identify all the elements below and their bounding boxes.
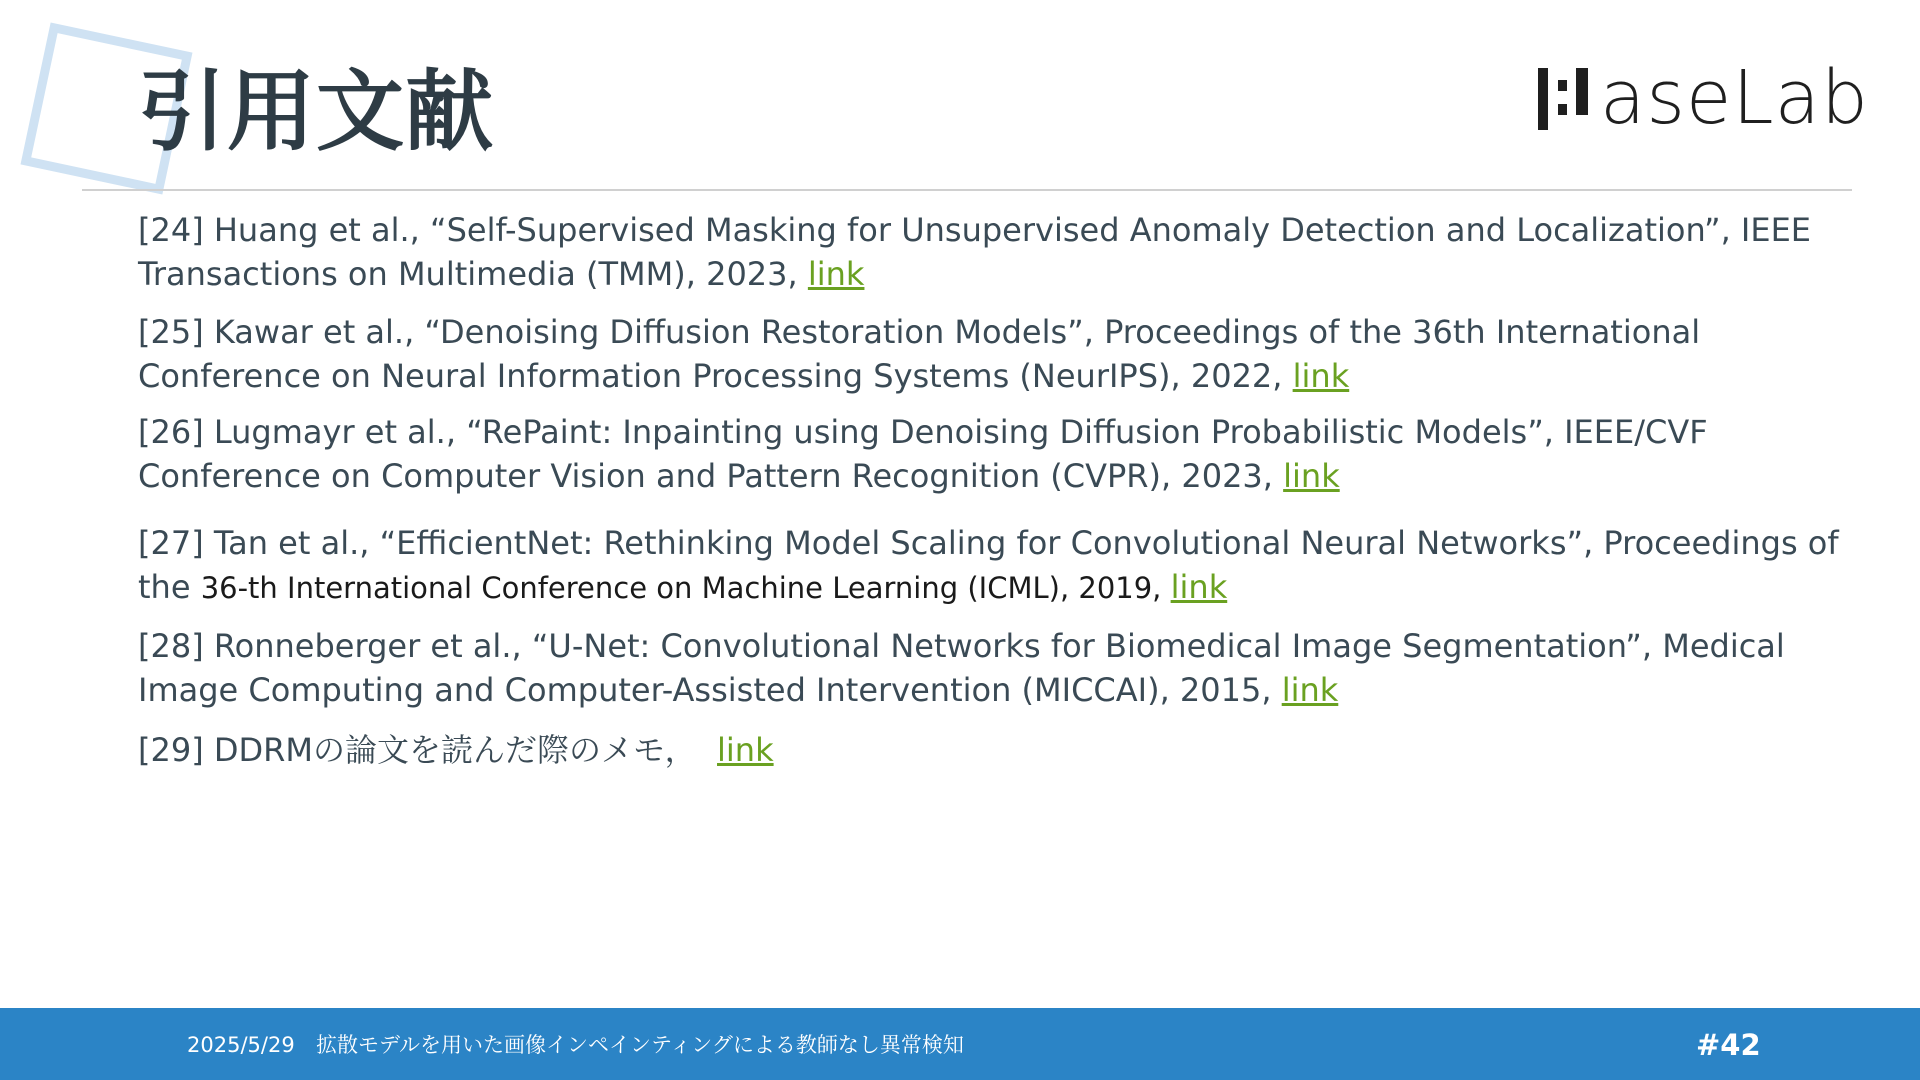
reference-link-26[interactable]: link — [1283, 457, 1340, 495]
footer-bar — [0, 1008, 1920, 1080]
reference-text: [28] Ronneberger et al., “U-Net: Convolutional Networks for Biomedical Image Segmentation”, Medical Image Computing and Computer-Assisted Intervention (MICCAI), 2015, — [138, 627, 1785, 709]
logo-mark-icon — [1536, 68, 1594, 130]
reference-text-tail: 36-th International Conference on Machine Learning (ICML), 2019, — [200, 571, 1171, 605]
slide-title: 引用文献 — [138, 60, 495, 163]
reference-text: [25] Kawar et al., “Denoising Diffusion Restoration Models”, Proceedings of the 36th International Conference on Neural Information Processing Systems (NeurIPS), 2022, — [138, 313, 1701, 395]
reference-text: [27] Tan et al., “EfficientNet: Rethinking Model Scaling for Convolutional Neural Networks”, Proceedings of the — [138, 524, 1839, 606]
reference-link-25[interactable]: link — [1292, 357, 1350, 395]
reference-text: [29] DDRMの論文を読んだ際のメモ， — [138, 731, 697, 769]
reference-link-29[interactable]: link — [717, 731, 774, 769]
footer-date: 2025/5/29 — [187, 1033, 295, 1057]
lab-logo — [1536, 55, 1869, 141]
logo-text: aseLab — [1600, 55, 1869, 141]
reference-link-27[interactable]: link — [1170, 568, 1228, 606]
reference-item-29 — [138, 728, 774, 772]
reference-item-26 — [138, 410, 1858, 498]
reference-item-25 — [138, 310, 1858, 398]
title-divider — [82, 189, 1852, 191]
reference-item-24 — [138, 208, 1858, 296]
page-number: #42 — [1696, 1028, 1761, 1062]
reference-text: [24] Huang et al., “Self-Supervised Masking for Unsupervised Anomaly Detection and Localization”, IEEE Transactions on Multimedia (TMM), 2023, — [138, 211, 1812, 293]
reference-link-28[interactable]: link — [1281, 671, 1339, 709]
reference-text: [26] Lugmayr et al., “RePaint: Inpainting using Denoising Diffusion Probabilistic Models”, IEEE/CVF Conference on Computer Vision and Pattern Recognition (CVPR), 2023, — [138, 413, 1708, 495]
reference-item-28 — [138, 624, 1858, 712]
reference-link-24[interactable]: link — [807, 255, 865, 293]
reference-item-27 — [138, 521, 1858, 610]
footer-presentation-title: 拡散モデルを用いた画像インペインティングによる教師なし異常検知 — [316, 1033, 964, 1057]
